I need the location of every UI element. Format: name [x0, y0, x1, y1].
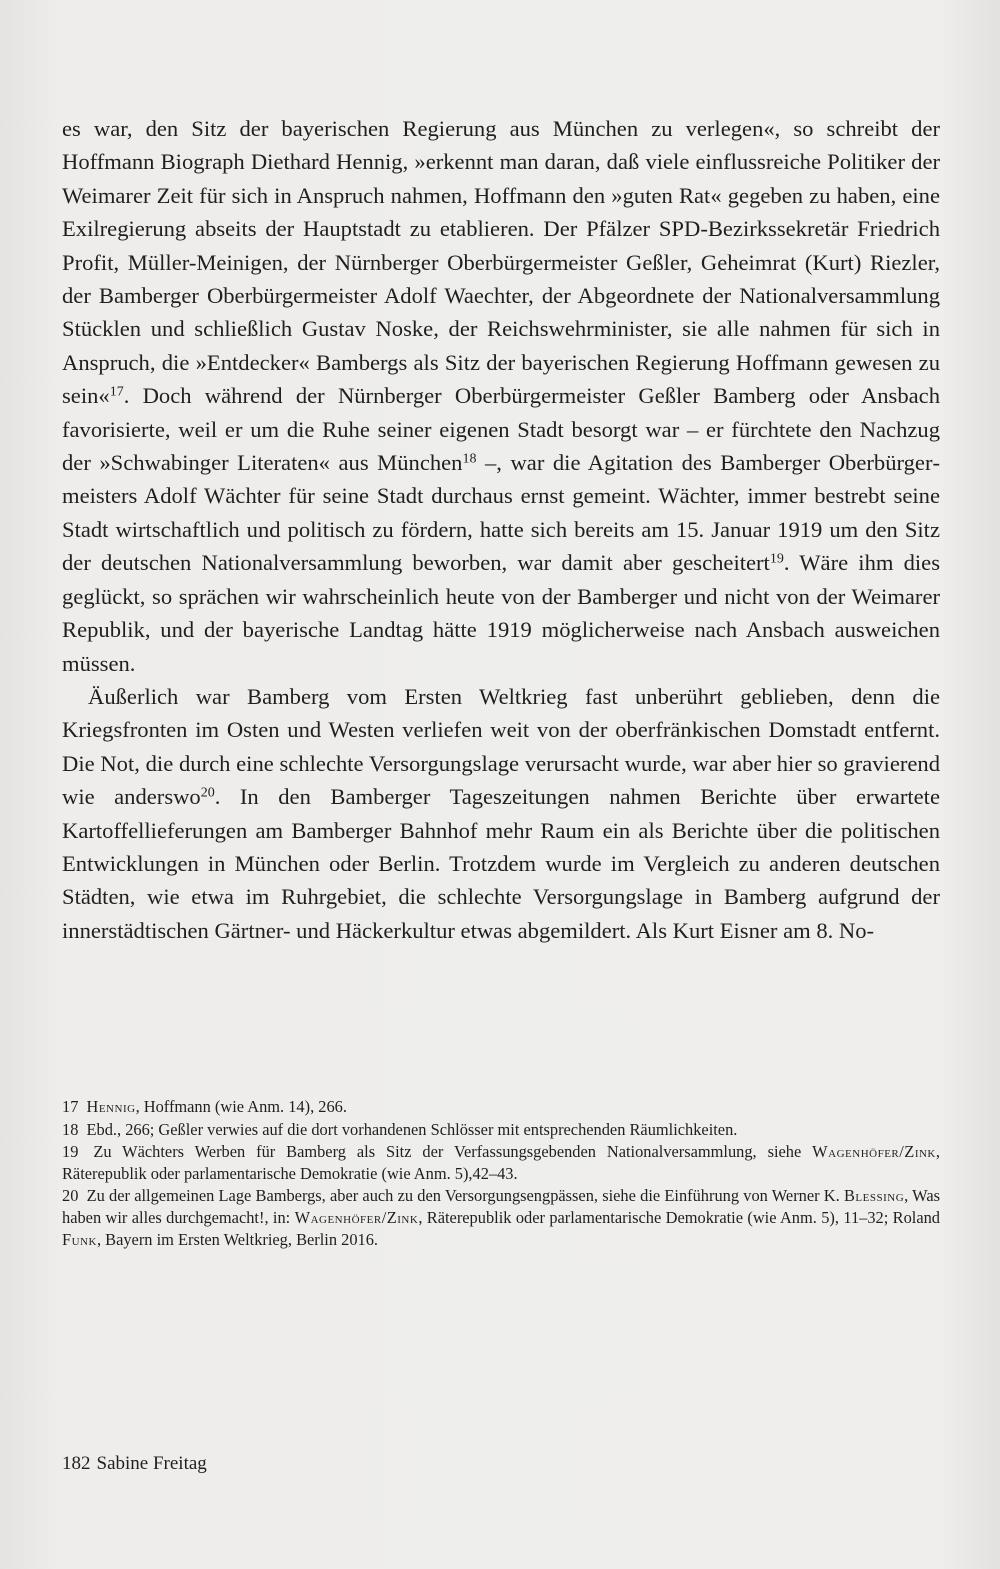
footnote-ref-17[interactable]: 17	[109, 384, 124, 400]
footnote-20: 20 Zu der allgemeinen Lage Bambergs, aber auch zu den Versorgungsengpässen, siehe die Einführung von Werner K. Blessing, Was haben wir alles durchgemacht!, in: Wagenhöfer/Zink, Räterepublik oder parlamentarische Demokratie (wie Anm. 5), 11–32; Roland Funk, Bayern im Ersten Weltkrieg, Berlin 2016.	[62, 1186, 940, 1249]
footnote-number: 20	[62, 1186, 79, 1206]
footnote-ref-18[interactable]: 18	[462, 451, 477, 467]
footnote-number: 17	[62, 1097, 79, 1116]
body-text	[62, 112, 940, 947]
paragraph-1: es war, den Sitz der bayerischen Regierung aus München zu verlegen«, so schreibt der Hoffmann Biograph Diethard Hennig, »erkennt man daran, daß viele einflussreiche Politiker der Weimarer Zeit für sich in Anspruch nahmen, Hoffmann den »guten Rat« gegeben zu haben, eine Exilregierung abseits der Hauptstadt zu etablieren. Der Pfälzer SPD-Bezirkssekretär Friedrich Profit, Müller-Meinigen, der Nürnberger Oberbürgermeister Geßler, Geheimrat (Kurt) Riezler, der Bamberger Oberbürgermeister Adolf Waechter, der Abgeordnete der Nationalversammlung Stücklen und schließlich Gustav Noske, der Reichswehrminister, sie alle nahmen für sich in Anspruch, die »Entdecker« Bambergs als Sitz der bayerischen Regierung Hoffmann gewesen zu sein«$^{17}$. Doch während der Nürnberger Oberbürgermeister Geßler Bamberg oder Ansbach favorisierte, weil er um die Ruhe seiner eigenen Stadt besorgt war – er fürchtete den Nachzug der »Schwabinger Literaten« aus München$^{18}$ –, war die Agitation des Bamberger Oberbürgermeisters Adolf Wächter für seine Stadt durchaus ernst gemeint. Wächter, immer bestrebt seine Stadt wirtschaftlich und politisch zu fördern, hatte sich bereits am 15. Januar 1919 um den Sitz der deutschen Nationalversammlung beworben, war damit aber gescheitert$^{19}$. Wäre ihm dies geglückt, so sprächen wir wahrscheinlich heute von der Bamberger und nicht von der Weimarer Republik, und der bayerische Landtag hätte 1919 möglicherweise nach Ansbach ausweichen müssen.	[62, 116, 940, 676]
footnotes	[62, 1096, 940, 1251]
footnote-ref-20[interactable]: 20	[200, 785, 215, 801]
footnote-author: Wagenhöfer/Zink	[294, 1207, 419, 1227]
footnote-author: Funk	[62, 1229, 97, 1249]
page-number: 182	[62, 1453, 91, 1474]
footnote-18: 18 Ebd., 266; Geßler verwies auf die dort vorhandenen Schlösser mit entsprechenden Räumlichkeiten.	[62, 1119, 738, 1139]
footnote-number: 18	[62, 1119, 79, 1139]
footnote-number: 19	[62, 1142, 79, 1162]
footnote-ref-19[interactable]: 19	[769, 551, 784, 567]
footnote-19: 19 Zu Wächters Werben für Bamberg als Sitz der Verfassungsgebenden Nationalversammlung, siehe Wagenhöfer/Zink, Räterepublik oder parlamentarische Demokratie (wie Anm. 5),42–43.	[62, 1142, 940, 1183]
footnote-author: Blessing	[843, 1186, 905, 1206]
page-footer	[62, 1452, 207, 1476]
footnote-author: Wagenhöfer/Zink	[812, 1142, 936, 1162]
footnote-author: Hennig	[86, 1097, 136, 1116]
paragraph-2: Äußerlich war Bamberg vom Ersten Weltkrieg fast unberührt geblieben, denn die Kriegsfronten im Osten und Westen verliefen weit von der oberfränkischen Domstadt entfernt. Die Not, die durch eine schlechte Versorgungslage verursacht wurde, war aber hier so gravierend wie anderswo$^{20}$. In den Bamberger Tageszeitungen nahmen Berichte über erwartete Kartoffellieferungen am Bamberger Bahnhof mehr Raum ein als Berichte über die politischen Entwicklungen in München oder Berlin. Trotzdem wurde im Vergleich zu anderen deutschen Städten, wie etwa im Ruhrgebiet, die schlechte Versorgungslage in Bamberg aufgrund der innerstädtischen Gärtner- und Häckerkultur etwas abgemildert. Als Kurt Eisner am 8. No-	[62, 683, 940, 943]
footnote-17: 17 Hennig, Hoffmann (wie Anm. 14), 266.	[62, 1097, 347, 1116]
running-head: Sabine Freitag	[96, 1453, 207, 1474]
